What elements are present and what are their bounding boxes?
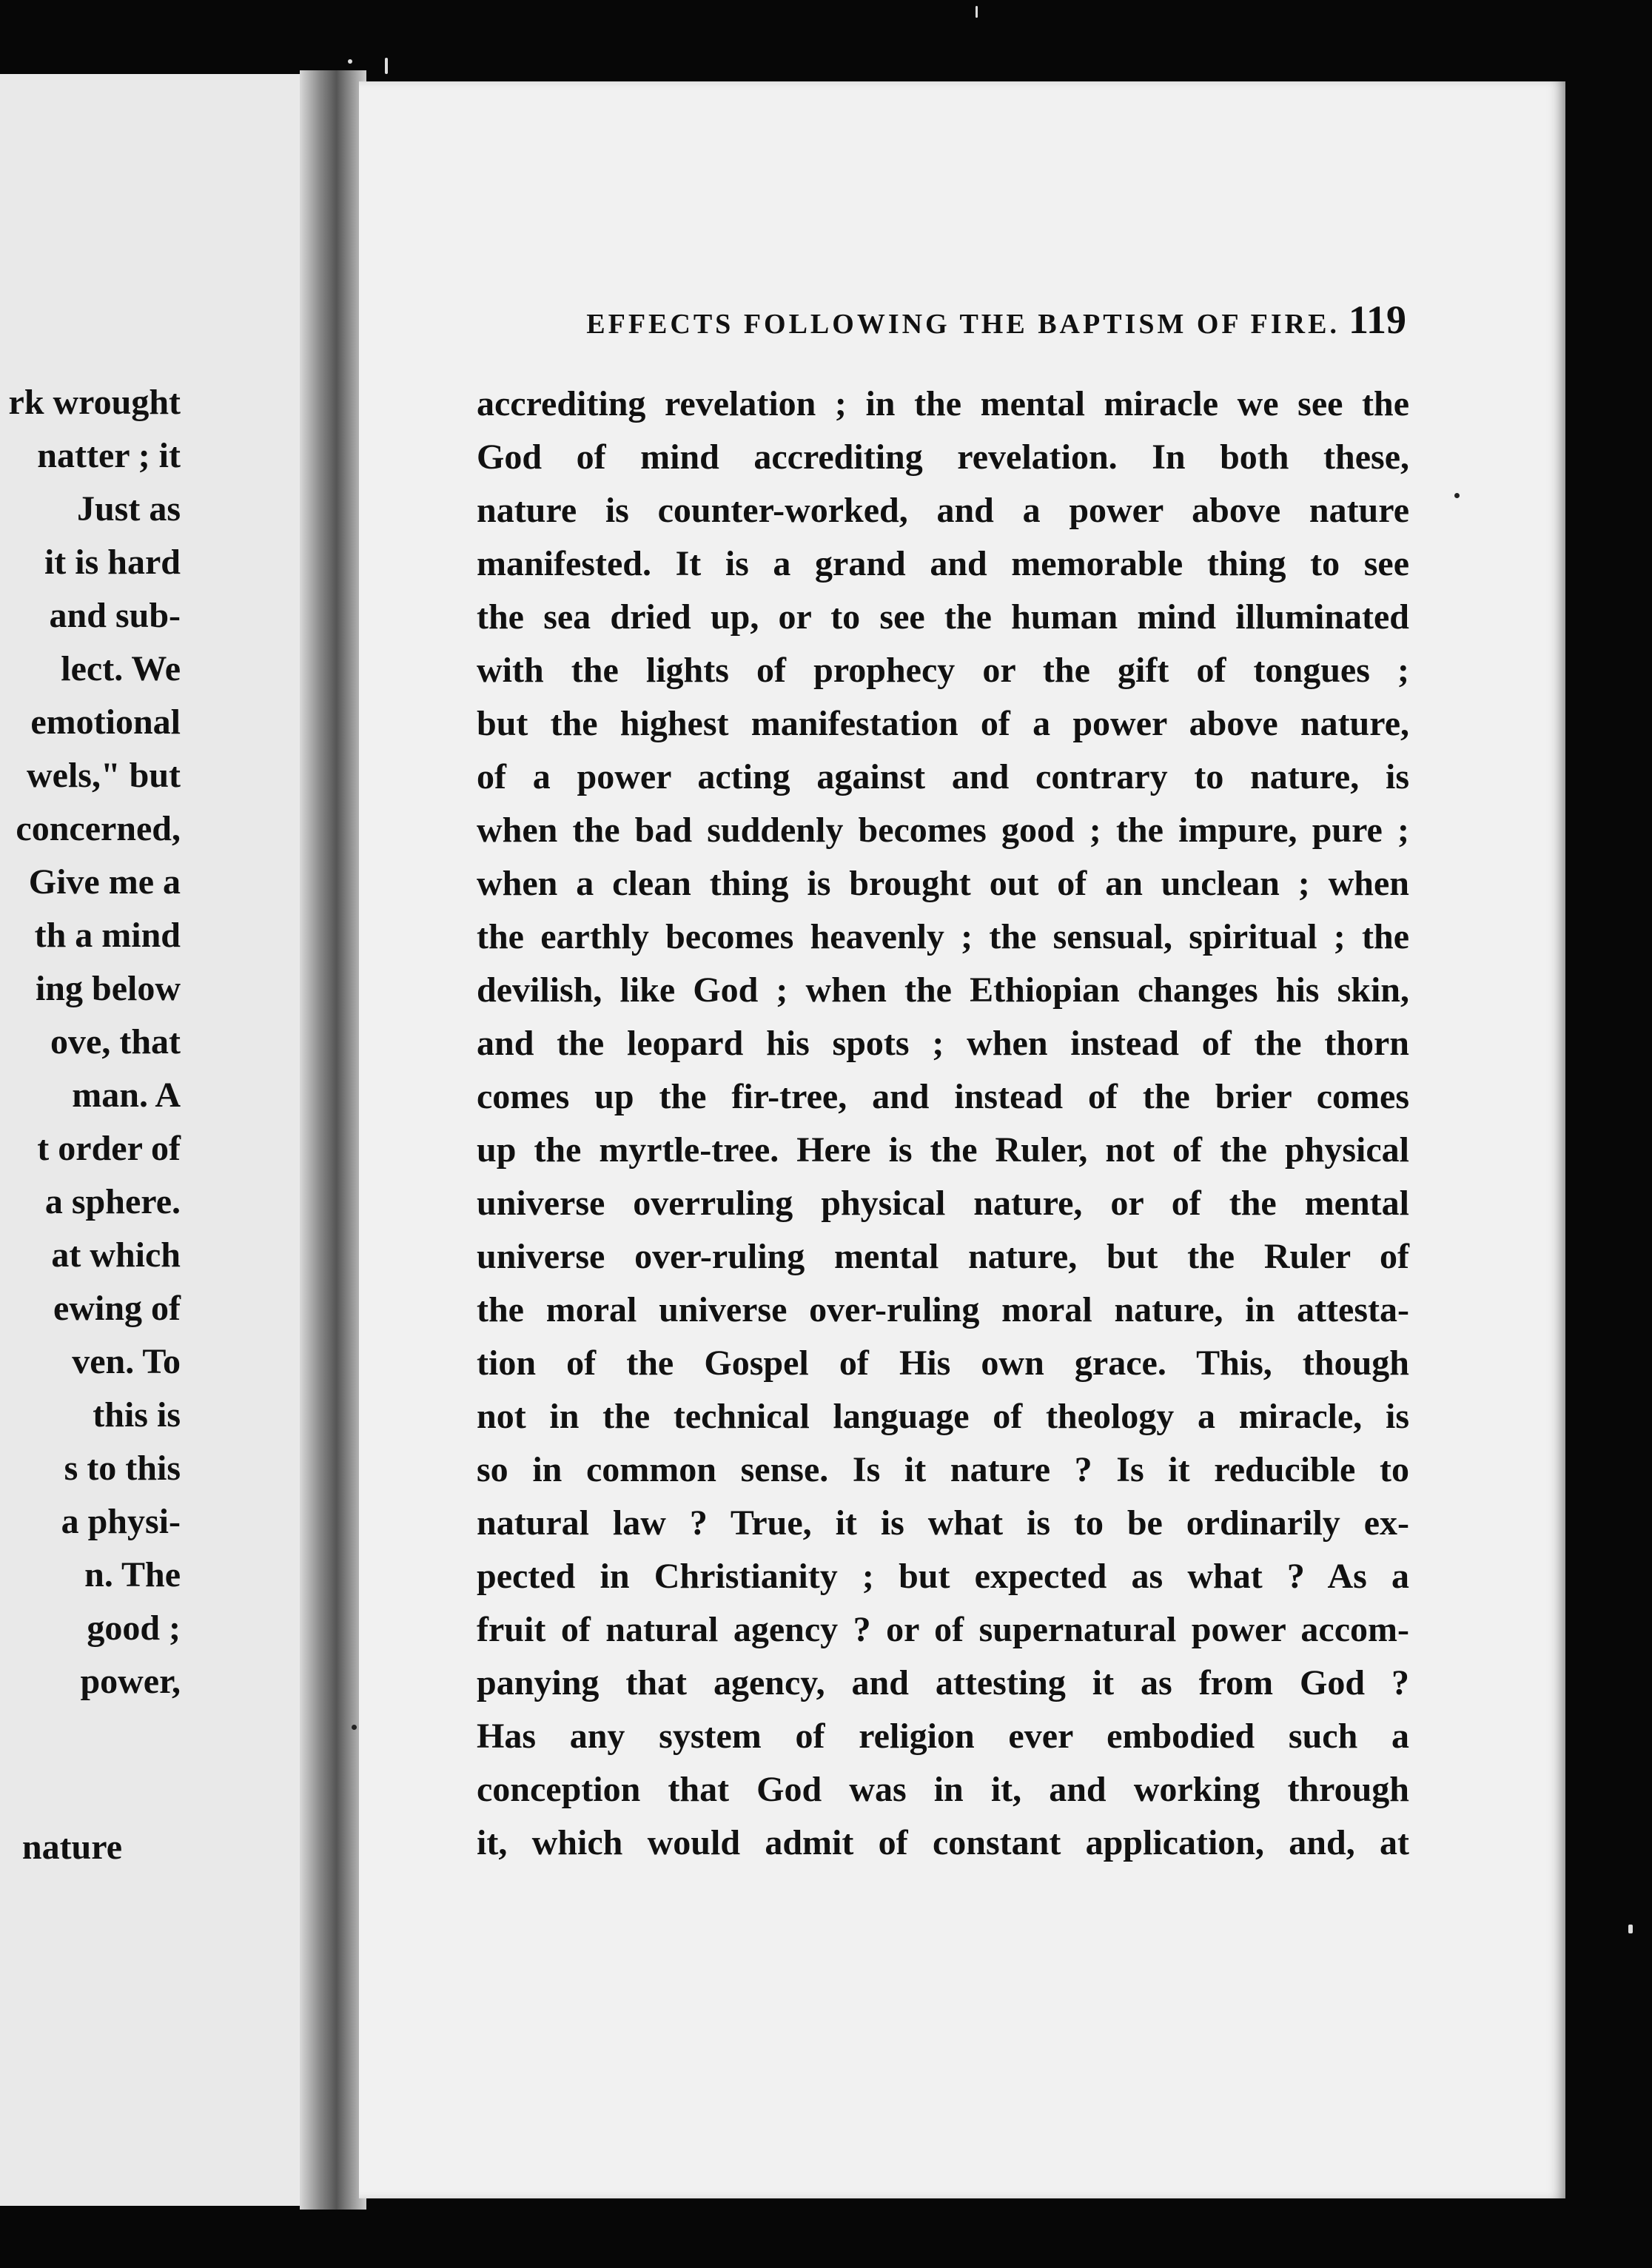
left-page-line: th a mind — [34, 916, 181, 955]
body-line: comes up the fir-tree, and instead of the brier comes — [477, 1077, 1409, 1116]
left-page-line: Just as — [76, 489, 181, 529]
left-page-line: at which — [51, 1235, 181, 1275]
left-page-line: lect. We — [61, 649, 181, 688]
left-page-line: Give me a — [28, 862, 181, 902]
dust-speck — [1628, 1925, 1633, 1933]
left-page-line: nature — [21, 1828, 122, 1867]
body-line: of a power acting against and contrary to nature, is — [477, 757, 1409, 796]
running-head-title: EFFECTS FOLLOWING THE BAPTISM OF FIRE. — [586, 309, 1340, 340]
left-page-line: emotional — [30, 702, 181, 742]
body-line: panying that agency, and attesting it as from God ? — [477, 1663, 1409, 1702]
body-line: up the myrtle-tree. Here is the Ruler, not of the physical — [477, 1130, 1409, 1170]
left-page-line: ing below — [35, 969, 181, 1008]
body-line: the moral universe over-ruling moral nature, in attesta- — [477, 1290, 1409, 1329]
body-line: the sea dried up, or to see the human mind illuminated — [477, 597, 1409, 637]
body-line: natural law ? True, it is what is to be ordinarily ex- — [477, 1503, 1409, 1543]
body-line: universe over-ruling mental nature, but the Ruler of — [477, 1237, 1409, 1276]
body-line: pected in Christianity ; but expected as what ? As a — [477, 1557, 1409, 1596]
dust-speck — [976, 6, 978, 18]
dust-speck — [348, 59, 352, 64]
left-page-line: s to this — [64, 1449, 181, 1488]
left-page-line: ove, that — [50, 1022, 181, 1061]
body-line: fruit of natural agency ? or of supernatural power accom- — [477, 1610, 1409, 1649]
body-line: not in the technical language of theology a miracle, is — [477, 1397, 1409, 1436]
left-page-line: a physi- — [61, 1502, 181, 1541]
left-page-line: ven. To — [72, 1342, 181, 1381]
page-number: 119 — [1348, 298, 1406, 342]
body-line: devilish, like God ; when the Ethiopian changes his skin, — [477, 970, 1409, 1010]
body-line: conception that God was in it, and working through — [477, 1770, 1409, 1809]
left-page-line: natter ; it — [37, 436, 181, 475]
body-line: it, which would admit of constant application, and, at — [477, 1823, 1409, 1862]
left-page-line: rk wrought — [8, 383, 181, 422]
running-head — [0, 300, 1406, 340]
body-line: the earthly becomes heavenly ; the sensual, spiritual ; the — [477, 917, 1409, 956]
left-page-line: n. The — [84, 1555, 181, 1594]
body-line: when a clean thing is brought out of an unclean ; when — [477, 864, 1409, 903]
body-line: when the bad suddenly becomes good ; the impure, pure ; — [477, 811, 1409, 850]
left-page-line: wels," but — [26, 756, 181, 795]
body-line: nature is counter-worked, and a power above nature — [477, 491, 1409, 530]
body-line: and the leopard his spots ; when instead of the thorn — [477, 1024, 1409, 1063]
left-page-line: a sphere. — [44, 1182, 181, 1221]
left-page-line: this is — [93, 1395, 181, 1435]
body-line: universe overruling physical nature, or of the mental — [477, 1184, 1409, 1223]
body-line: Has any system of religion ever embodied such a — [477, 1717, 1409, 1756]
ink-speck — [1454, 493, 1460, 498]
body-line: accrediting revelation ; in the mental miracle we see the — [477, 384, 1409, 423]
book-gutter — [300, 70, 366, 2210]
body-line: God of mind accrediting revelation. In both these, — [477, 437, 1409, 477]
left-page-line: it is hard — [44, 543, 181, 582]
dust-speck — [385, 58, 388, 74]
left-page-line: and sub- — [49, 596, 181, 635]
body-line: with the lights of prophecy or the gift of tongues ; — [477, 651, 1409, 690]
ink-speck — [352, 1725, 357, 1730]
body-line: so in common sense. Is it nature ? Is it reducible to — [477, 1450, 1409, 1489]
left-page-line: good ; — [87, 1608, 181, 1648]
left-page-line: concerned, — [16, 809, 181, 848]
left-page-line: man. A — [72, 1076, 181, 1115]
left-page-line: power, — [80, 1662, 181, 1701]
left-page-line: t order of — [37, 1129, 181, 1168]
left-page-line: ewing of — [53, 1289, 181, 1328]
body-line: tion of the Gospel of His own grace. This, though — [477, 1343, 1409, 1383]
body-line: manifested. It is a grand and memorable thing to see — [477, 544, 1409, 583]
body-line: but the highest manifestation of a power above nature, — [477, 704, 1409, 743]
